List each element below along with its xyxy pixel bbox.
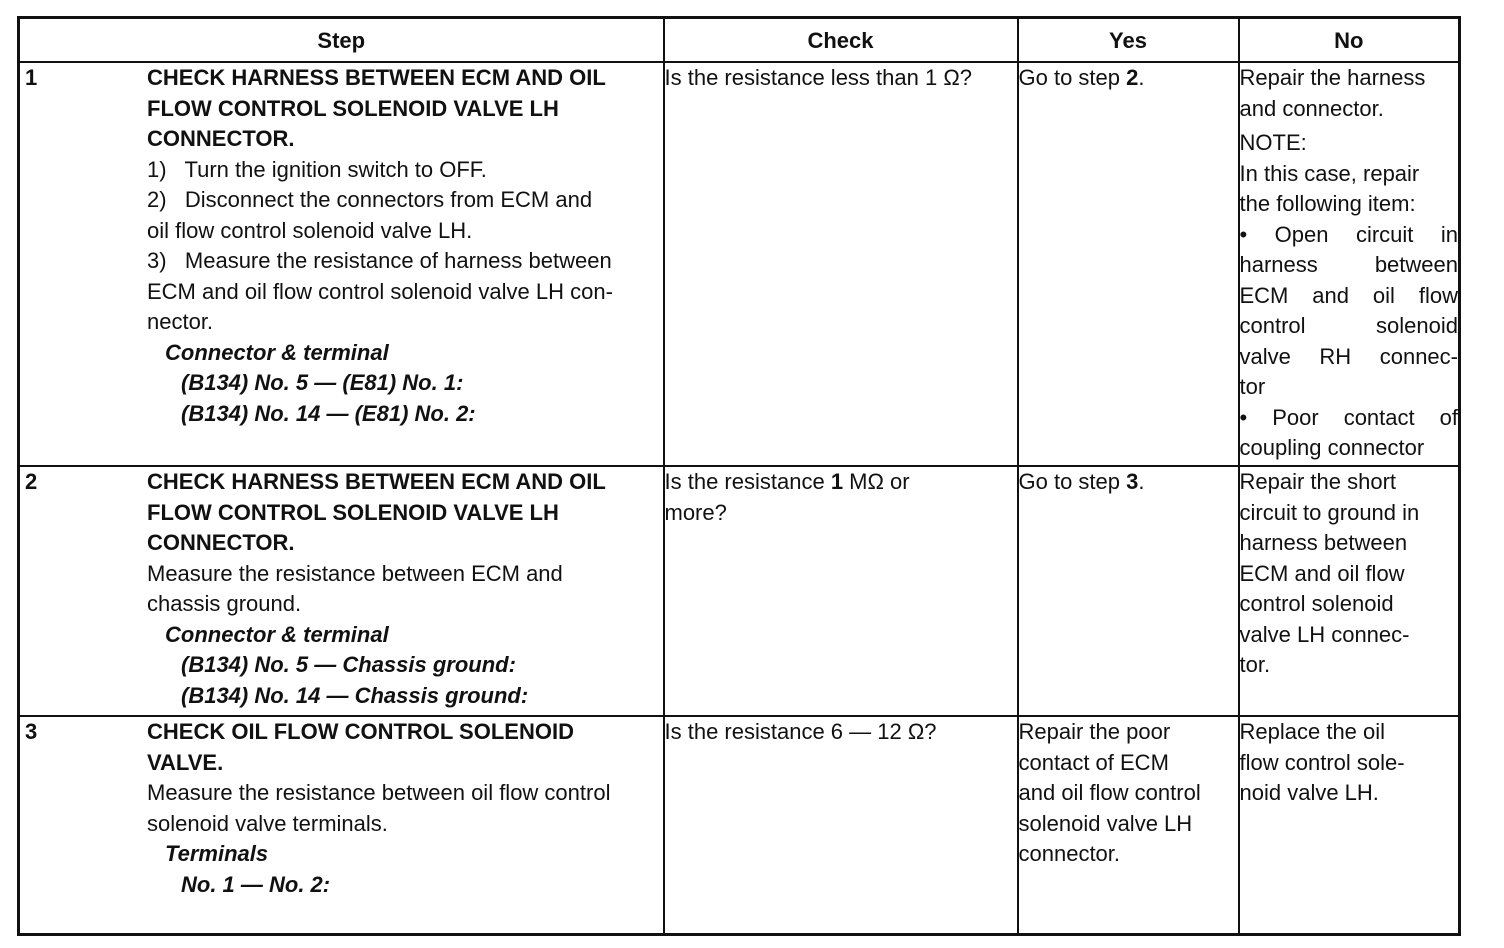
header-row [19, 18, 1460, 63]
yes-text: contact of ECM [1018, 749, 1169, 775]
no-text: flow control sole- [1239, 749, 1405, 775]
note-item: • Open circuit in [1239, 221, 1458, 247]
header-check: Check [664, 18, 1018, 63]
step-title: CHECK HARNESS BETWEEN ECM AND OIL [147, 65, 606, 90]
spec-label: Connector & terminal [165, 621, 389, 647]
yes-text: and oil flow control [1018, 780, 1201, 805]
check-text: Is the resistance less than 1 Ω? [664, 65, 972, 90]
step-instruction: ECM and oil flow control solenoid valve LH con- [147, 278, 613, 304]
step-title: CONNECTOR. [147, 530, 295, 555]
no-text: and connector. [1239, 95, 1384, 121]
table-row [19, 716, 1460, 935]
step-number: 2 [25, 469, 38, 494]
table-row [19, 466, 1460, 716]
step-title: FLOW CONTROL SOLENOID VALVE LH [147, 499, 559, 525]
no-text: control solenoid [1239, 591, 1394, 616]
step-instruction: nector. [147, 309, 214, 334]
no-text: circuit to ground in [1239, 499, 1420, 525]
step-cell [19, 716, 664, 935]
step-instruction: 2) Disconnect the connectors from ECM and [147, 187, 593, 212]
step-instruction: solenoid valve terminals. [147, 810, 388, 836]
step-number: 3 [25, 719, 38, 744]
check-text: Is the resistance 6 — 12 Ω? [664, 719, 937, 744]
step-title: CONNECTOR. [147, 126, 295, 151]
step-instruction: Measure the resistance between oil flow control [147, 780, 611, 805]
step-instruction: chassis ground. [147, 591, 302, 616]
spec-value: (B134) No. 14 — Chassis ground: [181, 682, 529, 708]
yes-text: solenoid valve LH [1018, 810, 1193, 836]
step-instruction: oil flow control solenoid valve LH. [147, 217, 473, 243]
spec-label: Connector & terminal [165, 339, 389, 365]
note-item: tor [1239, 374, 1266, 399]
spec-value: (B134) No. 5 — Chassis ground: [181, 652, 516, 677]
no-text: harness between [1239, 530, 1408, 555]
yes-step-ref: 3 [1126, 469, 1139, 494]
table-row [19, 62, 1460, 466]
spec-value: (B134) No. 14 — (E81) No. 2: [181, 400, 476, 426]
check-text: Is the resistance 1 MΩ or [664, 469, 910, 494]
yes-text: Go to step 3. [1018, 469, 1145, 494]
note-item: coupling connector [1239, 435, 1425, 460]
no-text: noid valve LH. [1239, 780, 1379, 805]
note-text: the following item: [1239, 191, 1416, 216]
no-cell [1239, 716, 1460, 935]
yes-cell [1018, 62, 1239, 466]
check-cell [664, 466, 1018, 716]
header-yes: Yes [1018, 18, 1239, 63]
yes-cell [1018, 716, 1239, 935]
note-label: NOTE: [1239, 130, 1307, 155]
step-instruction: 1) Turn the ignition switch to OFF. [147, 156, 487, 182]
note-item: control solenoid [1239, 313, 1458, 338]
header-step: Step [19, 18, 664, 63]
no-text: Repair the short [1239, 469, 1397, 494]
header-no: No [1239, 18, 1460, 63]
no-text: ECM and oil flow [1239, 560, 1405, 586]
step-title: VALVE. [147, 749, 224, 775]
no-cell [1239, 466, 1460, 716]
no-cell [1239, 62, 1460, 466]
diagnostic-table [17, 16, 1461, 936]
spec-value: No. 1 — No. 2: [181, 871, 331, 897]
spec-value: (B134) No. 5 — (E81) No. 1: [181, 370, 464, 395]
yes-text: Go to step 2. [1018, 65, 1145, 90]
note-item: ECM and oil flow [1239, 282, 1458, 308]
note-item: harness between [1239, 252, 1458, 277]
spec-label: Terminals [165, 841, 269, 866]
no-text: Repair the harness [1239, 65, 1426, 90]
step-cell [19, 466, 664, 716]
yes-step-ref: 2 [1126, 65, 1139, 90]
step-title: CHECK OIL FLOW CONTROL SOLENOID [147, 719, 574, 744]
step-title: FLOW CONTROL SOLENOID VALVE LH [147, 95, 559, 121]
yes-text: connector. [1018, 841, 1121, 866]
note-item: valve RH connec- [1239, 343, 1458, 369]
no-text: Replace the oil [1239, 719, 1386, 744]
note-item: • Poor contact of [1239, 404, 1458, 430]
yes-cell [1018, 466, 1239, 716]
step-instruction: Measure the resistance between ECM and [147, 560, 563, 586]
check-text: more? [664, 499, 727, 525]
no-text: valve LH connec- [1239, 621, 1410, 647]
check-cell [664, 716, 1018, 935]
yes-text: Repair the poor [1018, 719, 1171, 744]
note-text: In this case, repair [1239, 160, 1420, 186]
check-cell [664, 62, 1018, 466]
step-number: 1 [25, 65, 38, 90]
step-cell [19, 62, 664, 466]
step-title: CHECK HARNESS BETWEEN ECM AND OIL [147, 469, 606, 494]
step-instruction: 3) Measure the resistance of harness between [147, 248, 612, 273]
no-text: tor. [1239, 652, 1271, 677]
